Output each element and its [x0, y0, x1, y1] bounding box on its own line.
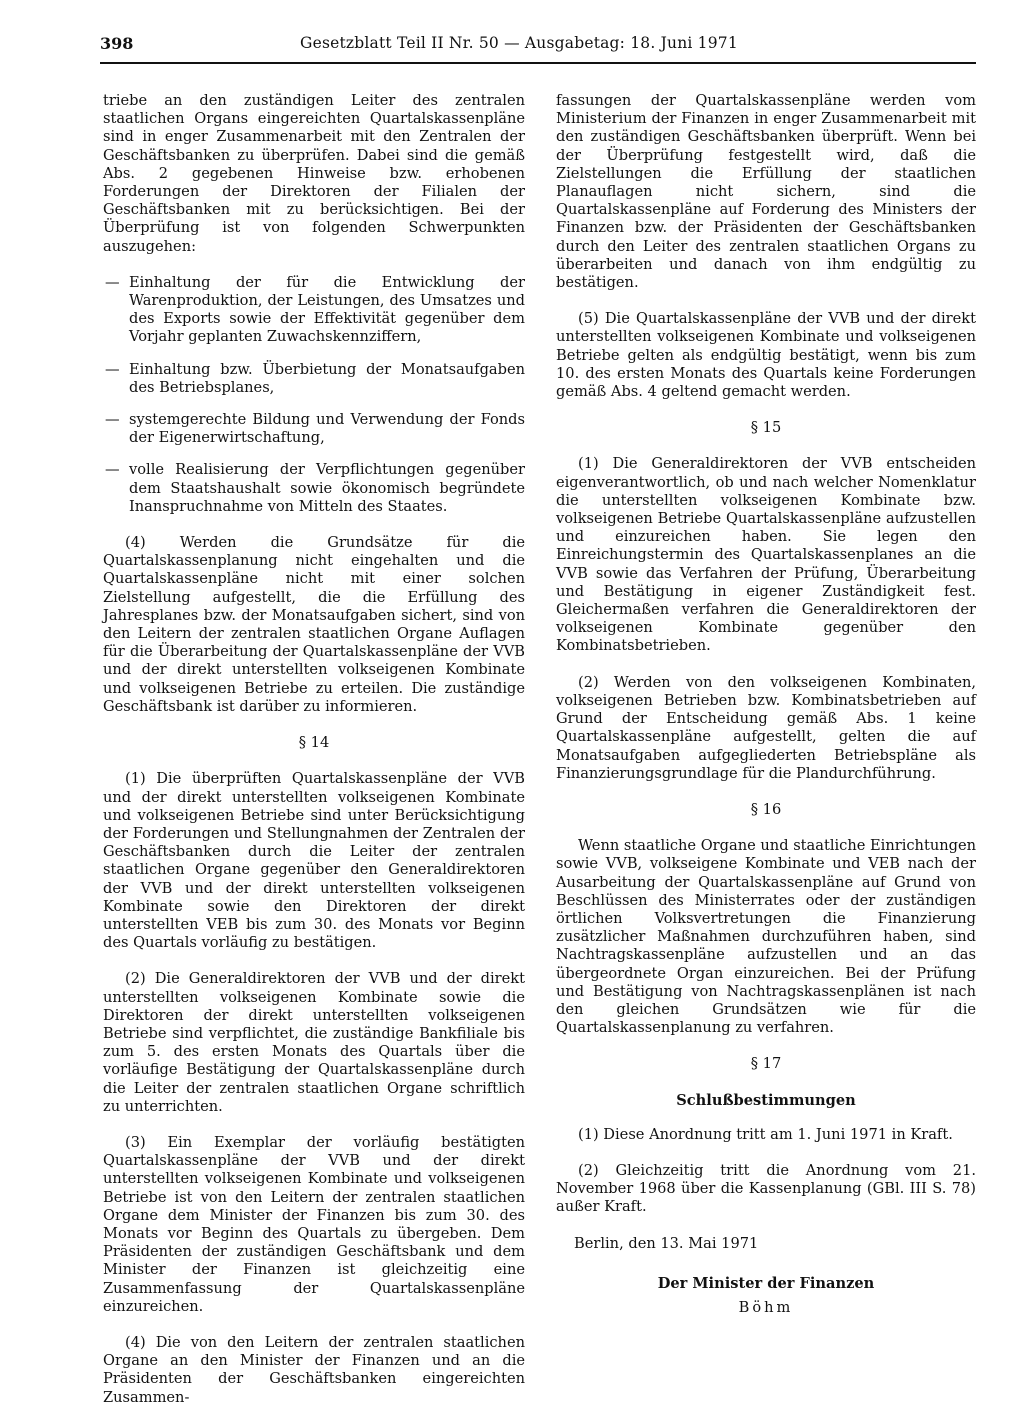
s14-paragraph-4-end: fassungen der Quartalskassenpläne werden vom Ministerium der Finanzen in enger Zusammenarbeit mit den zuständigen Geschäftsbanken überprüft. Wenn bei der Überprüfung festgestellt wird, daß die Zielstellungen die Erfüllung der staatlichen Planauflagen nicht sichern, sind die Quartalskassenpläne auf Forderung des Ministers der Finanzen bzw. der Präsidenten der Geschäftsbanken durch den Leiter des zentralen staatlichen Organs zu überarbeiten und danach von ihm endgültig zu bestätigen.	[556, 92, 976, 292]
section-heading-14: § 14	[298, 734, 330, 752]
dash-bullet: —	[105, 411, 120, 429]
paragraph-4: (4) Werden die Grundsätze für die Quartalskassenplanung nicht eingehalten und die Quartalskassenpläne nicht mit einer solchen Zielstellung aufgestellt, die die Erfüllung des Jahresplanes bzw. der Monatsaufgaben sichert, sind von den Leitern der zentralen staatlichen Organe Auflagen für die Überarbeitung der Quartalskassenpläne der VVB und der direkt unterstellten volkseigenen Kombinate und volkseigenen Betriebe zu erteilen. Die zuständige Geschäftsbank ist darüber zu informieren.	[103, 534, 525, 715]
s14-paragraph-2: (2) Die Generaldirektoren der VVB und der direkt unterstellten volkseigenen Kombinate sowie die Direktoren der direkt unterstellten volkseigenen Betriebe sind verpflichtet, die zuständige Bankfiliale bis zum 5. des ersten Monats des Quartals über die vorläufige Bestätigung der Quartalskassenpläne durch die Leiter der zentralen staatlichen Organe schriftlich zu unterrichten.	[103, 970, 525, 1115]
section-heading-16: § 16	[750, 800, 782, 818]
list-item	[103, 461, 525, 516]
place-date-line: Berlin, den 13. Mai 1971	[574, 1234, 759, 1252]
s15-paragraph-1: (1) Die Generaldirektoren der VVB entscheiden eigenverantwortlich, ob und nach welcher Nomenklatur die unterstellten volkseigenen Kombinate bzw. volkseigenen Betriebe Quartalskassenpläne aufzustellen und einzureichen haben. Sie legen den Einreichungstermin des Quartalskassenplanes an die VVB sowie das Verfahren der Prüfung, Überarbeitung und Bestätigung in eigener Zuständigkeit fest. Gleichermaßen verfahren die Generaldirektoren der volkseigenen Kombinate gegenüber den Kombinatsbetrieben.	[556, 455, 976, 655]
running-head: Gesetzblatt Teil II Nr. 50 — Ausgabetag: 18. Juni 1971	[300, 34, 738, 52]
list-item	[103, 411, 525, 447]
s14-paragraph-5: (5) Die Quartalskassenpläne der VVB und der direkt unterstellten volkseigenen Kombinate und volkseigenen Betriebe gelten als endgültig bestätigt, wenn bis zum 10. des ersten Monats des Quartals keine Forderungen gemäß Abs. 4 geltend gemacht werden.	[556, 310, 976, 401]
checkpoint-list	[103, 274, 525, 516]
list-item	[103, 361, 525, 397]
list-item	[103, 274, 525, 347]
section-title-final-provisions: Schlußbestimmungen	[676, 1091, 856, 1109]
page-header	[100, 34, 976, 58]
s14-paragraph-3: (3) Ein Exemplar der vorläufig bestätigten Quartalskassenpläne der VVB und der direkt unterstellten volkseigenen Kombinate und volkseigenen Betriebe ist von den Leitern der zentralen staatlichen Organe dem Minister der Finanzen bis zum 30. des Monats vor Beginn des Quartals zu übergeben. Dem Präsidenten der zuständigen Geschäftsbank und dem Minister der Finanzen ist gleichzeitig eine Zusammenfassung der Quartalskassenpläne einzureichen.	[103, 1133, 525, 1315]
section-heading-17: § 17	[750, 1055, 782, 1073]
list-item-text: Einhaltung bzw. Überbietung der Monatsaufgaben des Betriebsplanes,	[129, 360, 525, 396]
page-number: 398	[100, 34, 134, 53]
s17-paragraph-1: (1) Diese Anordnung tritt am 1. Juni 1971 in Kraft.	[578, 1125, 953, 1143]
right-column	[556, 92, 976, 1317]
dash-bullet: —	[105, 461, 120, 479]
paragraph-continuation: triebe an den zuständigen Leiter des zentralen staatlichen Organs eingereichten Quartalskassenpläne sind in enger Zusammenarbeit mit den Zentralen der Geschäftsbanken zu überprüfen. Dabei sind die gemäß Abs. 2 gegebenen Hinweise bzw. erhobenen Forderungen der Direktoren der Filialen der Geschäftsbanken mit zu berücksichtigen. Bei der Überprüfung ist von folgenden Schwerpunkten auszugehen:	[103, 92, 525, 255]
s15-paragraph-2: (2) Werden von den volkseigenen Kombinaten, volkseigenen Betrieben bzw. Kombinatsbetrieben auf Grund der Entscheidung gemäß Abs. 1 keine Quartalskassenpläne aufgestellt, gelten die auf Monatsaufgaben aufgegliederten Betriebspläne als Finanzierungsgrundlage für die Plandurchführung.	[556, 673, 976, 782]
list-item-text: volle Realisierung der Verpflichtungen gegenüber dem Staatshaushalt sowie ökonomisch begründete Inanspruchnahme von Mitteln des Staates.	[129, 461, 525, 515]
header-rule	[100, 62, 976, 64]
s17-paragraph-2: (2) Gleichzeitig tritt die Anordnung vom 21. November 1968 über die Kassenplanung (GBl. III S. 78) außer Kraft.	[556, 1161, 976, 1216]
s16-paragraph: Wenn staatliche Organe und staatliche Einrichtungen sowie VVB, volkseigene Kombinate und VEB nach der Ausarbeitung der Quartalskassenpläne auf Grund von Beschlüssen des Ministerrates oder der zuständigen örtlichen Volksvertretungen die Finanzierung zusätzlicher Maßnahmen durchzuführen haben, sind Nachtragskassenpläne aufzustellen und an das übergeordnete Organ einzureichen. Bei der Prüfung und Bestätigung von Nachtragskassenplänen ist nach den gleichen Grundsätzen wie für die Quartalskassenplanung zu verfahren.	[556, 837, 976, 1037]
s14-paragraph-1: (1) Die überprüften Quartalskassenpläne der VVB und der direkt unterstellten volkseigenen Kombinate und volkseigenen Betriebe sind unter Berücksichtigung der Forderungen und Stellungnahmen der Zentralen der Geschäftsbanken durch die Leiter der zentralen staatlichen Organe gegenüber den Generaldirektoren der VVB und der direkt unterstellten volkseigenen Kombinate sowie den Direktoren der direkt unterstellten VEB bis zum 30. des Monats vor Beginn des Quartals vorläufig zu bestätigen.	[103, 770, 525, 952]
list-item-text: systemgerechte Bildung und Verwendung der Fonds der Eigenerwirtschaftung,	[129, 411, 525, 447]
section-heading-15: § 15	[750, 419, 782, 437]
dash-bullet: —	[105, 273, 120, 291]
list-item-text: Einhaltung der für die Entwicklung der Warenproduktion, der Leistungen, des Umsatzes und des Exports sowie der Effektivität gegenüber dem Vorjahr geplanten Zuwachskennziffern,	[129, 273, 525, 346]
signer-title: Der Minister der Finanzen	[657, 1274, 875, 1292]
left-column	[103, 92, 525, 1421]
s14-paragraph-4-start: (4) Die von den Leitern der zentralen staatlichen Organe an den Minister der Finanzen und an die Präsidenten der Geschäftsbanken eingereichten Zusammen-	[103, 1333, 525, 1406]
dash-bullet: —	[105, 360, 120, 378]
signer-name: Böhm	[738, 1298, 794, 1316]
